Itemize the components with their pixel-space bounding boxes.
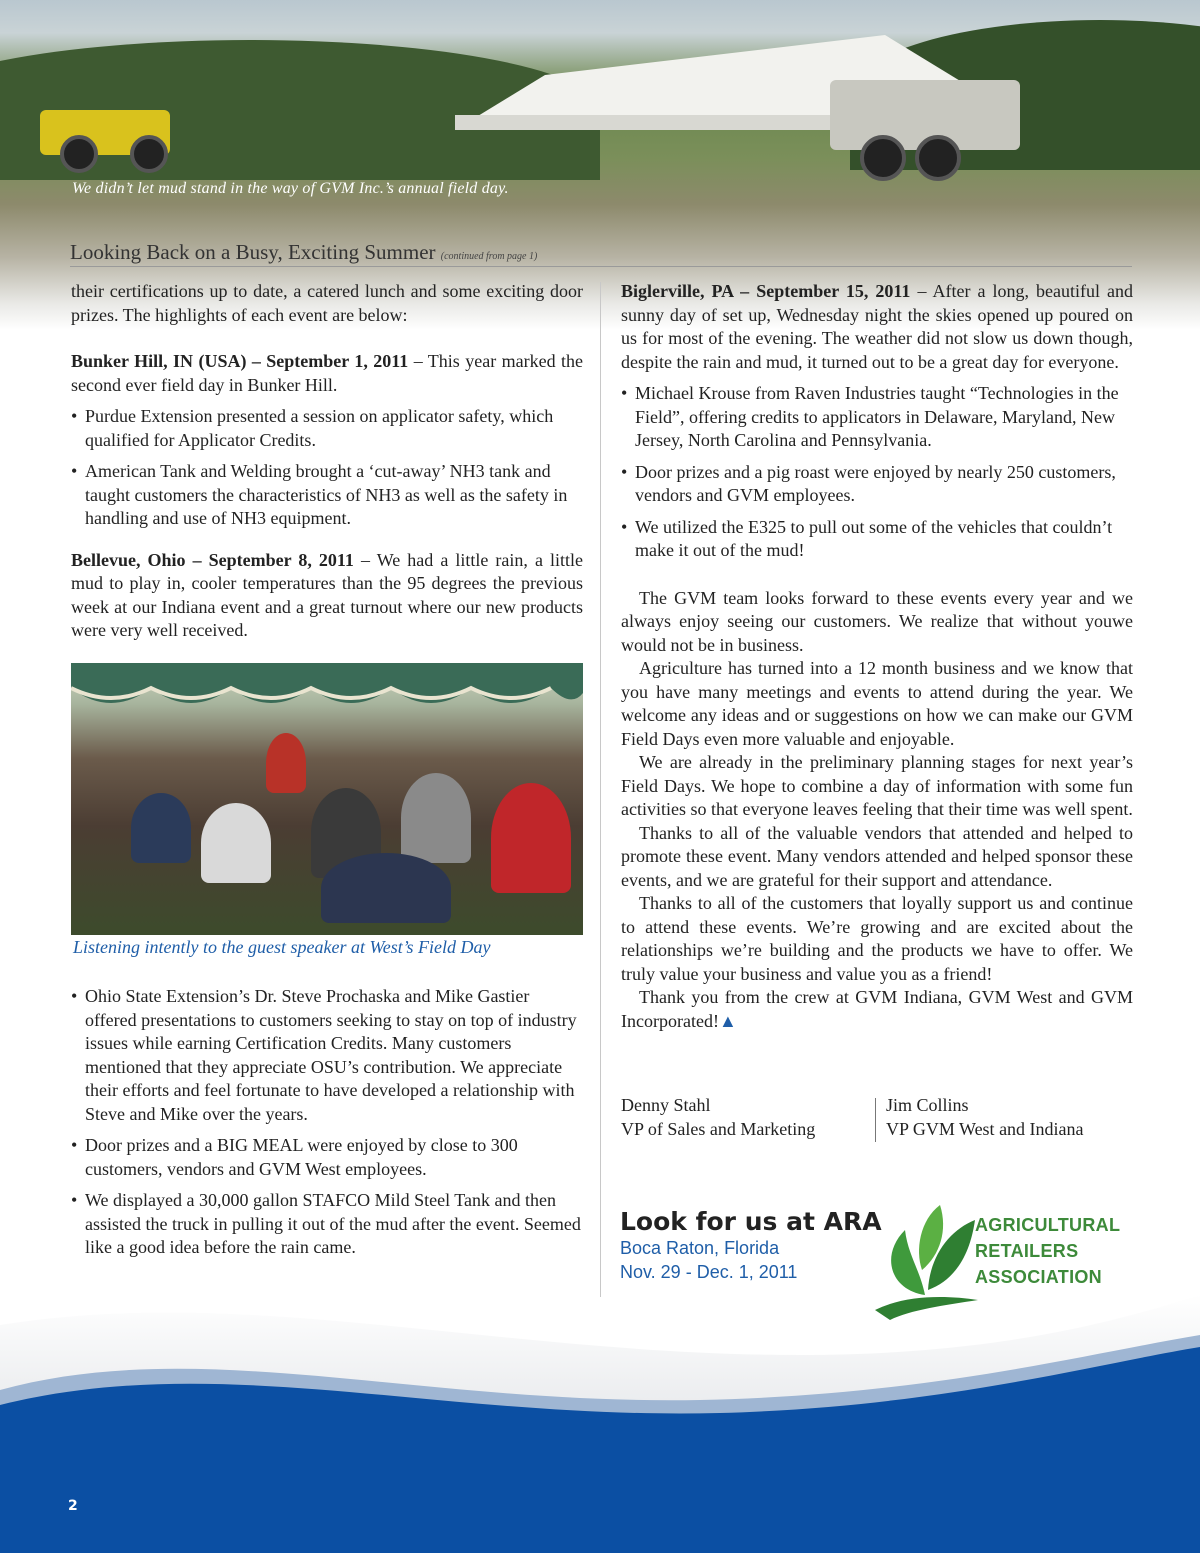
biglerville-text: – After a long, beautiful and sunny day of set up, Wednesday night the skies opened up poured on us for most of the evening. The weather did not slow us down though, despite the rain and mud, it turned out to be a great day for everyone. — [621, 281, 1133, 372]
bunker-hill-text: – This year marked the second ever field day in Bunker Hill. — [71, 351, 583, 395]
audience-member — [401, 773, 471, 863]
signature-title: VP of Sales and Marketing — [621, 1118, 816, 1139]
right-column — [621, 280, 1133, 1033]
ara-logo-line: ASSOCIATION — [975, 1267, 1102, 1287]
bellevue-bullets — [71, 985, 583, 1260]
spreader-wheel — [860, 135, 906, 181]
bunker-hill-paragraph — [71, 350, 583, 397]
biglerville-heading: Biglerville, PA – September 15, 2011 — [621, 281, 911, 301]
spreader-wheel — [915, 135, 961, 181]
bunker-hill-bullets — [71, 405, 583, 531]
ara-logo-line: AGRICULTURAL — [975, 1215, 1121, 1235]
signature-name: Jim Collins — [886, 1095, 969, 1115]
header-photo-caption: We didn’t let mud stand in the way of GVM Inc.’s annual field day. — [72, 180, 509, 197]
page-number: 2 — [68, 1498, 78, 1514]
audience-member — [131, 793, 191, 863]
tent-photo-caption: Listening intently to the guest speaker at West’s Field Day — [73, 937, 491, 957]
bunker-hill-heading: Bunker Hill, IN (USA) – September 1, 2011 — [71, 351, 409, 371]
ara-logo-line: RETAILERS — [975, 1241, 1079, 1261]
ara-location: Boca Raton, Florida — [620, 1238, 780, 1258]
tent-canopy — [71, 663, 583, 723]
body-paragraph: The GVM team looks forward to these events every year and we always enjoy seeing our customers. We realize that without youwe would not be in business. — [621, 587, 1133, 655]
signature-title: VP GVM West and Indiana — [886, 1118, 1084, 1139]
left-column-lower — [71, 985, 583, 1268]
body-paragraph: Thanks to all of the customers that loyally support us and continue to attend these events. We’re growing and are excited about the relationships we’re building and the products we have to offer. We truly value your business and value you as a friend! — [621, 893, 1133, 984]
sprayer-wheel — [60, 135, 98, 173]
list-item: • Purdue Extension presented a session on applicator safety, which qualified for Applicator Credits. — [71, 405, 583, 452]
title-divider — [70, 266, 1132, 267]
ara-heading: Look for us at ARA — [620, 1207, 882, 1236]
end-mark-icon: ▲ — [718, 1010, 737, 1031]
left-column — [71, 280, 583, 643]
list-item: • We displayed a 30,000 gallon STAFCO Mild Steel Tank and then assisted the truck in pulling it out of the mud after the event. Seemed like a good idea before the rain came. — [71, 1189, 583, 1260]
intro-paragraph: their certifications up to date, a catered lunch and some exciting door prizes. The highlights of each event are below: — [71, 281, 583, 325]
audience-member — [491, 783, 571, 893]
closing-text: Thank you from the crew at GVM Indiana, GVM West and GVM Incorporated! — [621, 987, 1133, 1031]
list-item: • Ohio State Extension’s Dr. Steve Prochaska and Mike Gastier offered presentations to customers seeking to stay on top of industry issues while earning Certification Credits. Many customers mentioned that they appreciate OSU’s contribution. We appreciate their efforts and feel fortunate to have developed a relationship with Steve and Mike over the years. — [71, 985, 583, 1126]
footer-wave — [0, 1295, 1200, 1553]
audience-member — [321, 853, 451, 923]
body-paragraph: Agriculture has turned into a 12 month business and we know that you have many meetings and events to attend during the year. We welcome any ideas and or suggestions on how we can make our GVM Field Days even more valuable and enjoyable. — [621, 658, 1133, 749]
list-item: • American Tank and Welding brought a ‘cut-away’ NH3 tank and taught customers the characteristics of NH3 as well as the safety in handling and use of NH3 equipment. — [71, 460, 583, 531]
bellevue-text: – We had a little rain, a little mud to play in, cooler temperatures than the 95 degrees the previous week at our Indiana event and a great turnout where our new products were very well received. — [71, 549, 583, 640]
sprayer-wheel — [130, 135, 168, 173]
closing-paragraph — [621, 986, 1133, 1033]
biglerville-paragraph — [621, 280, 1133, 374]
bellevue-heading: Bellevue, Ohio – September 8, 2011 — [71, 549, 354, 570]
body-paragraph: We are already in the preliminary planning stages for next year’s Field Days. We hope to combine a day of information with some fun activities so that everyone leaves feeling that their time was well spent. — [621, 752, 1133, 819]
biglerville-bullets — [621, 382, 1133, 563]
list-item: • We utilized the E325 to pull out some of the vehicles that couldn’t make it out of the mud! — [621, 516, 1133, 563]
column-divider — [600, 282, 601, 1297]
body-paragraph: Thanks to all of the valuable vendors that attended and helped to promote these event. Many vendors attended and helped sponsor these events, and we are grateful for their support and attendance. — [621, 822, 1133, 890]
list-item: • Michael Krouse from Raven Industries taught “Technologies in the Field”, offering credits to applicators in Delaware, Maryland, New Jersey, North Carolina and Pennsylvania. — [621, 382, 1133, 453]
signature-name: Denny Stahl — [621, 1095, 711, 1115]
continued-note: (continued from page 1) — [440, 251, 538, 262]
signature-jim — [886, 1094, 1084, 1141]
ara-logo-text — [975, 1212, 1120, 1290]
tent-audience-photo — [71, 663, 583, 935]
bellevue-paragraph — [71, 549, 583, 643]
section-title — [70, 240, 537, 265]
audience-member — [266, 733, 306, 793]
ara-dates: Nov. 29 - Dec. 1, 2011 — [620, 1262, 798, 1282]
list-item: • Door prizes and a pig roast were enjoyed by nearly 250 customers, vendors and GVM employees. — [621, 461, 1133, 508]
section-title-text: Looking Back on a Busy, Exciting Summer — [70, 240, 436, 264]
signature-denny — [621, 1094, 815, 1141]
list-item: • Door prizes and a BIG MEAL were enjoyed by close to 300 customers, vendors and GVM West employees. — [71, 1134, 583, 1181]
audience-member — [201, 803, 271, 883]
signature-divider — [875, 1098, 876, 1142]
